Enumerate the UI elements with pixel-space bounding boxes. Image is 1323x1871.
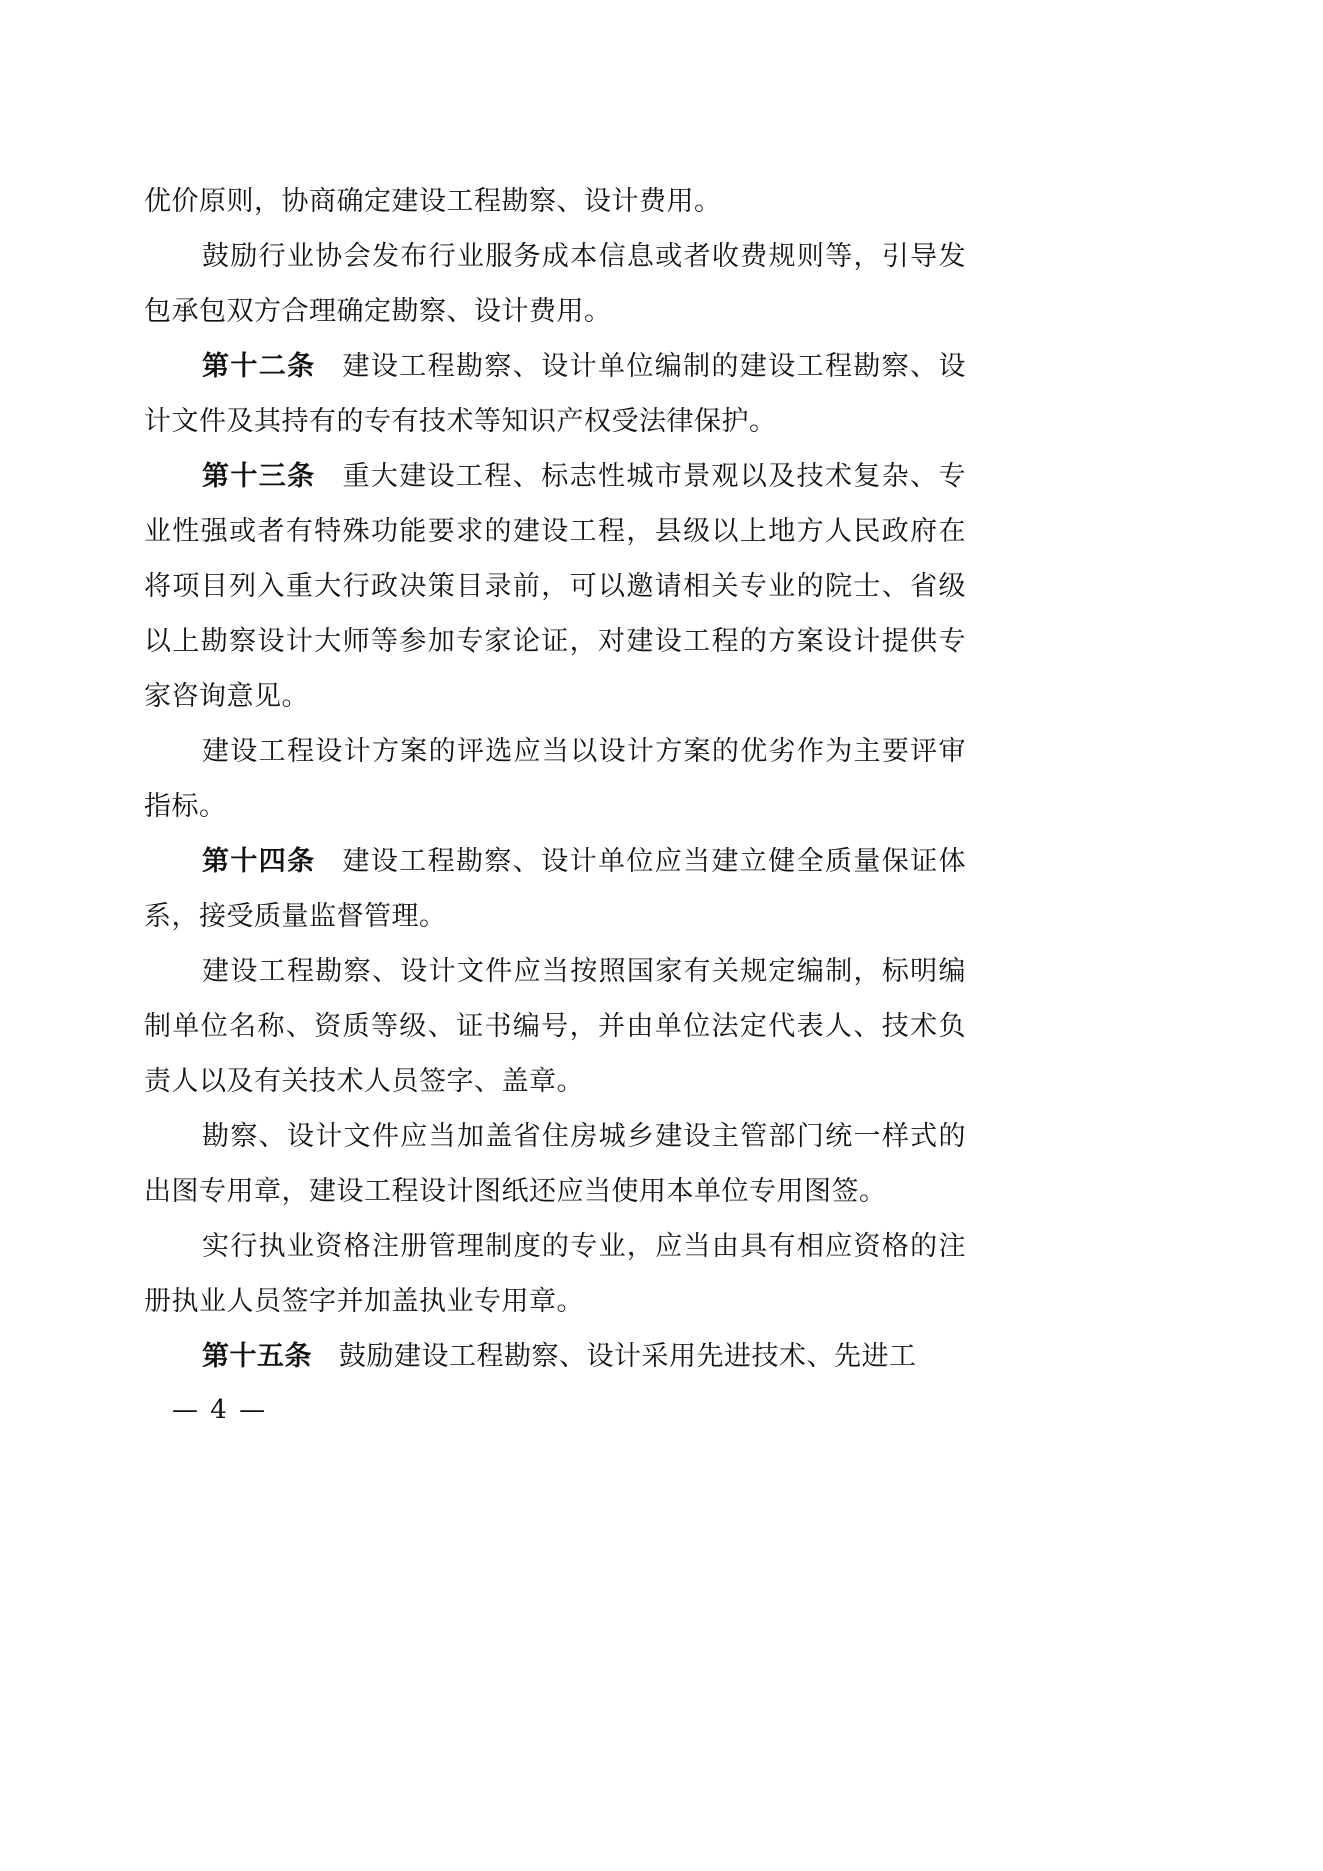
- page-number: — 4 —: [172, 1395, 268, 1425]
- paragraph-text: 建设工程设计方案的评选应当以设计方案的优劣作为主要评审指标。: [144, 736, 966, 822]
- article-paragraph: [144, 1329, 966, 1384]
- article-label: 第十二条: [202, 351, 316, 382]
- paragraph: [144, 1109, 966, 1219]
- article-label: 第十五条: [202, 1341, 312, 1372]
- paragraph: [144, 1219, 966, 1329]
- paragraph-text: 建设工程勘察、设计文件应当按照国家有关规定编制，标明编制单位名称、资质等级、证书编号，并由单位法定代表人、技术负责人以及有关技术人员签字、盖章。: [144, 956, 966, 1097]
- article-label: 第十四条: [202, 846, 316, 877]
- paragraph: [144, 944, 966, 1109]
- paragraph-text: 优价原则，协商确定建设工程勘察、设计费用。: [144, 186, 722, 217]
- paragraph-text: 重大建设工程、标志性城市景观以及技术复杂、专业性强或者有特殊功能要求的建设工程，县级以上地方人民政府在将项目列入重大行政决策目录前，可以邀请相关专业的院士、省级以上勘察设计大师等参加专家论证，对建设工程的方案设计提供专家咨询意见。: [144, 461, 967, 712]
- paragraph-text: 勘察、设计文件应当加盖省住房城乡建设主管部门统一样式的出图专用章，建设工程设计图纸还应当使用本单位专用图签。: [144, 1121, 966, 1207]
- article-label: 第十三条: [202, 461, 316, 492]
- paragraph-text: 建设工程勘察、设计单位编制的建设工程勘察、设计文件及其持有的专有技术等知识产权受法律保护。: [144, 351, 967, 437]
- article-paragraph: [144, 449, 966, 724]
- paragraph: [144, 724, 966, 834]
- paragraph: [144, 174, 966, 229]
- article-paragraph: [144, 834, 966, 944]
- paragraph-text: 建设工程勘察、设计单位应当建立健全质量保证体系，接受质量监督管理。: [144, 846, 967, 932]
- paragraph-text: 鼓励建设工程勘察、设计采用先进技术、先进工: [339, 1341, 917, 1372]
- paragraph-text: 鼓励行业协会发布行业服务成本信息或者收费规则等，引导发包承包双方合理确定勘察、设计费用。: [144, 241, 966, 327]
- paragraph: [144, 229, 966, 339]
- body-text: [144, 174, 966, 1384]
- paragraph-text: 实行执业资格注册管理制度的专业，应当由具有相应资格的注册执业人员签字并加盖执业专用章。: [144, 1231, 966, 1317]
- article-paragraph: [144, 339, 966, 449]
